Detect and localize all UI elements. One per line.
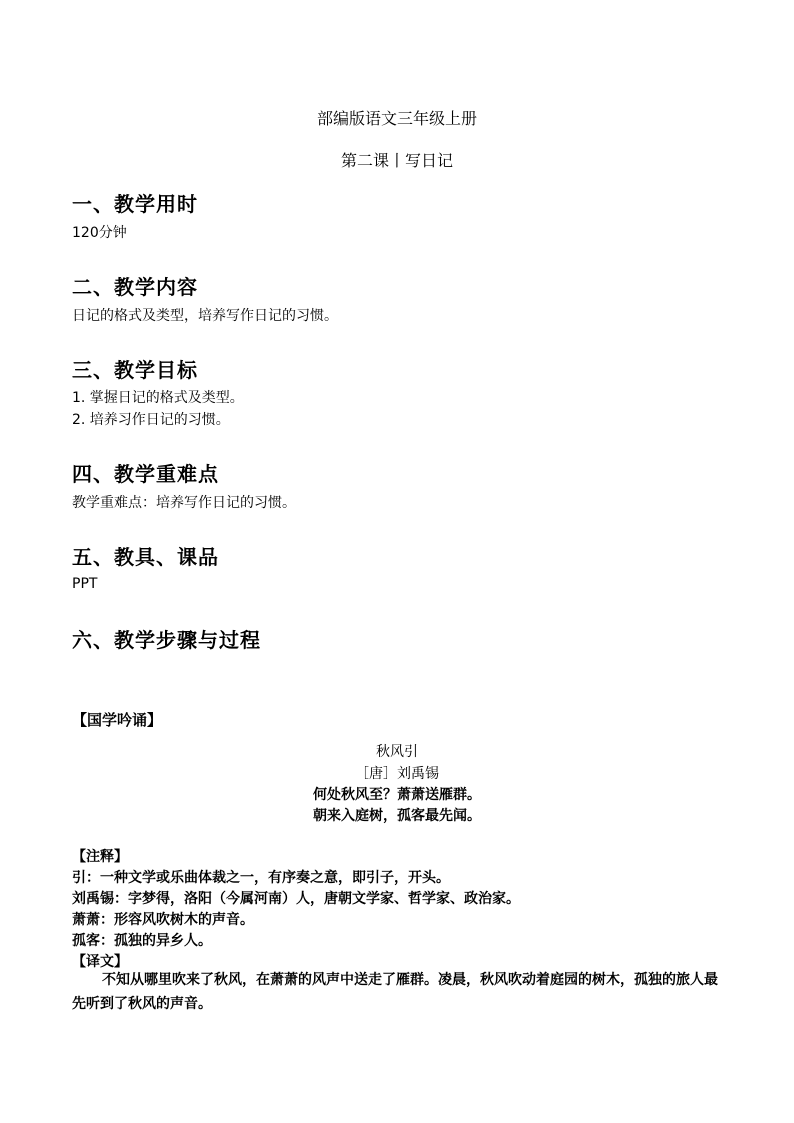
translation-label: 【译文】 [72,954,128,970]
section-heading-steps: 六、教学步骤与过程 [72,628,261,652]
document-title: 部编版语文三年级上册 [316,109,477,128]
note-item-3: 萧萧：形容风吹树木的声音。 [72,912,254,928]
goal-item-1: 1. 掌握日记的格式及类型。 [72,390,244,406]
section-text-time: 120分钟 [72,225,127,241]
lesson-title: 第二课丨写日记 [340,151,453,170]
poem-author: ［唐］刘禹锡 [355,766,439,782]
section-heading-content: 二、教学内容 [72,275,198,299]
poem-line-2: 朝来入庭树，孤客最先闻。 [313,808,481,824]
section-heading-time: 一、教学用时 [72,192,198,216]
section-text-materials: PPT [72,576,98,592]
notes-label: 【注释】 [72,849,128,865]
note-item-1: 引：一种文学或乐曲体裁之一，有序奏之意，即引子，开头。 [72,870,450,886]
poem-line-1: 何处秋风至？萧萧送雁群。 [313,787,481,803]
guoxue-label: 【国学吟诵】 [72,711,163,729]
section-heading-materials: 五、教具、课品 [72,545,219,569]
poem-title: 秋风引 [376,744,418,760]
note-item-2: 刘禹锡：字梦得，洛阳（今属河南）人，唐朝文学家、哲学家、政治家。 [72,891,520,907]
section-text-key-points: 教学重难点：培养写作日记的习惯。 [72,495,296,511]
section-text-content: 日记的格式及类型，培养写作日记的习惯。 [72,308,338,324]
goal-item-2: 2. 培养习作日记的习惯。 [72,412,230,428]
translation-text: 不知从哪里吹来了秋风，在萧萧的风声中送走了雁群。凌晨，秋风吹动着庭园的树木，孤独的旅人最先听到了秋风的声音。 [72,972,718,1012]
section-heading-goals: 三、教学目标 [72,358,198,382]
section-heading-key-points: 四、教学重难点 [72,462,219,486]
note-item-4: 孤客：孤独的异乡人。 [72,933,212,949]
